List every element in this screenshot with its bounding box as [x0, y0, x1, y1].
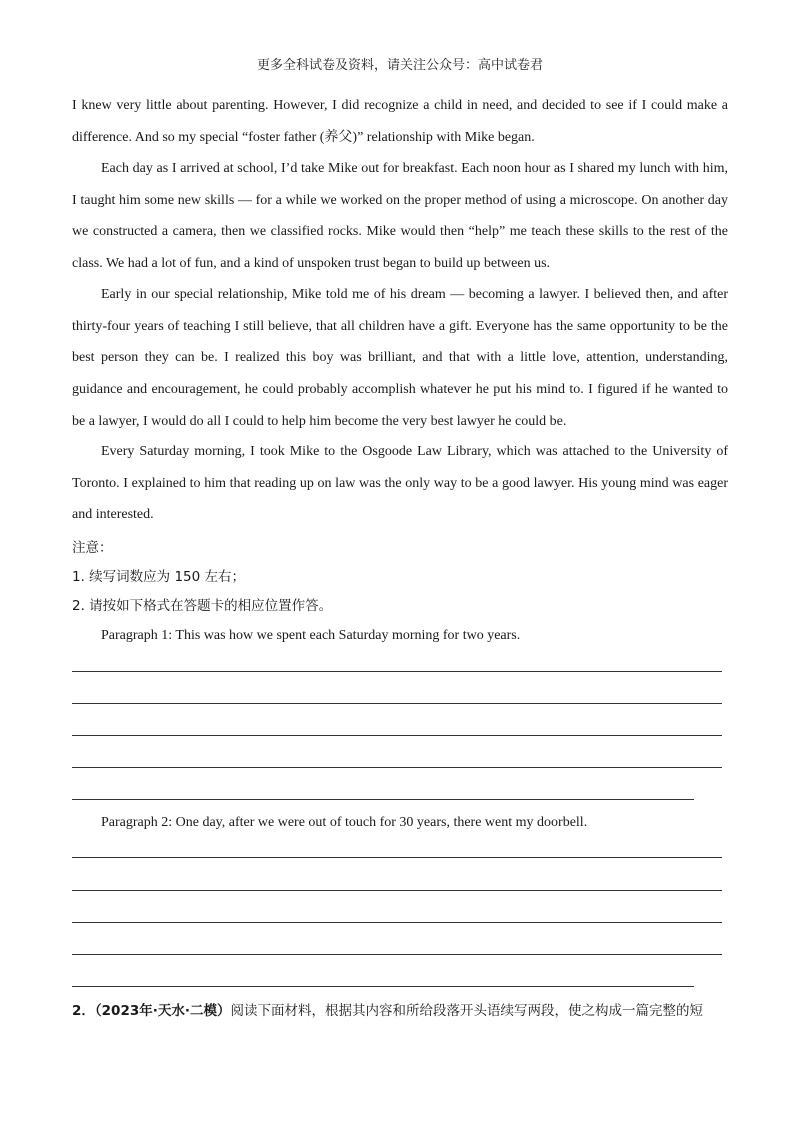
question-2	[72, 1001, 728, 1021]
notes-title: 注意：	[72, 540, 113, 556]
question-2-source: （2023年·天水·二模）	[94, 1003, 231, 1019]
answer-line	[72, 890, 722, 891]
answer-line	[72, 735, 722, 736]
answer-line	[72, 767, 722, 768]
notes-item-2: 2. 请按如下格式在答题卡的相应位置作答。	[72, 598, 333, 614]
answer-line	[72, 922, 722, 923]
question-2-number: 2．	[72, 1003, 95, 1019]
passage-paragraph-1: I knew very little about parenting. However, I did recognize a child in need, and decided to see if I could make a difference. And so my special “foster father (养父)” relationship with Mike began.	[72, 98, 728, 145]
answer-line	[72, 986, 694, 987]
answer-line	[72, 703, 722, 704]
passage-paragraph-4: Every Saturday morning, I took Mike to the Osgoode Law Library, which was attached to the University of Toronto. I explained to him that reading up on law was the only way to be a good lawyer. His young mind was eager and interested.	[72, 444, 728, 523]
answer-line	[72, 671, 722, 672]
answer-line	[72, 857, 722, 858]
answer-line	[72, 799, 694, 800]
answer-line	[72, 954, 722, 955]
notes-item-1: 1. 续写词数应为 150 左右；	[72, 569, 246, 585]
paragraph-1-prompt: Paragraph 1: This was how we spent each Saturday morning for two years.	[101, 628, 521, 643]
page-header: 更多全科试卷及资料，请关注公众号：高中试卷君	[256, 58, 543, 73]
question-2-text: 阅读下面材料，根据其内容和所给段落开头语续写两段，使之构成一篇完整的短	[230, 1003, 703, 1019]
passage-paragraph-3: Early in our special relationship, Mike told me of his dream — becoming a lawyer. I believed then, and after thirty-four years of teaching I still believe, that all children have a gift. Everyone has the same opportunity to be the best person they can be. I realized this boy was brilliant, and that with a little love, attention, understanding, guidance and encouragement, he could probably accomplish whatever he put his mind to. I figured if he wanted to be a lawyer, I would do all I could to help him become the very best lawyer he could be.	[72, 287, 728, 429]
paragraph-2-prompt: Paragraph 2: One day, after we were out of touch for 30 years, there went my doorbell.	[101, 815, 588, 830]
passage-paragraph-2: Each day as I arrived at school, I’d take Mike out for breakfast. Each noon hour as I shared my lunch with him, I taught him some new skills — for a while we worked on the proper method of using a microscope. On another day we constructed a camera, then we classified rocks. Mike would then “help” me teach these skills to the rest of the class. We had a lot of fun, and a kind of unspoken trust began to build up between us.	[72, 161, 728, 272]
